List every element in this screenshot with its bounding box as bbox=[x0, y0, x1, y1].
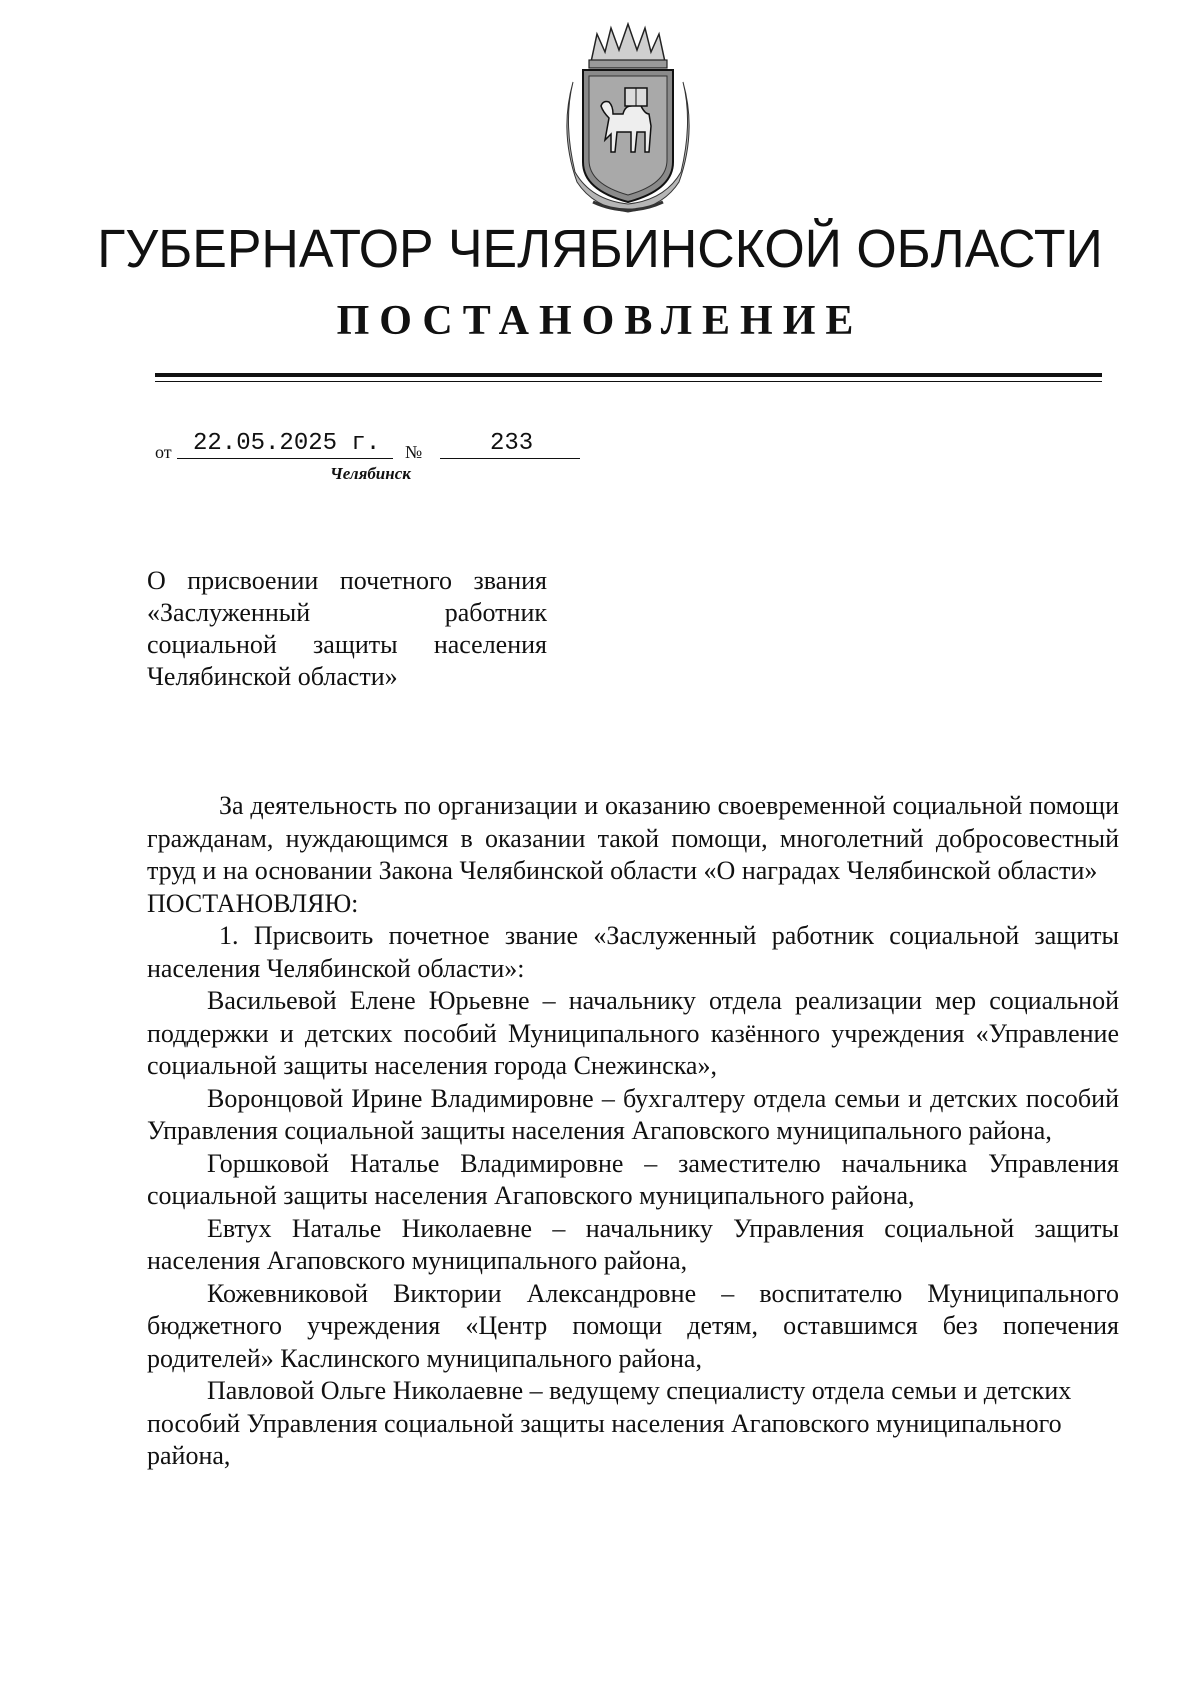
decree-word: ПОСТАНОВЛЯЮ: bbox=[147, 888, 359, 918]
awardee-paragraph: Воронцовой Ирине Владимировне – бухгалтеру отдела семьи и детских пособий Управления социальной защиты населения Агаповского муниципального района, bbox=[147, 1083, 1119, 1145]
from-label: от bbox=[155, 442, 172, 462]
awardee-paragraph: Кожевниковой Виктории Александровне – воспитателю Муниципального бюджетного учреждения «Центр помощи детям, оставшимся без попечения родителей» Каслинского муниципального района, bbox=[147, 1278, 1119, 1373]
item-1-paragraph: 1. Присвоить почетное звание «Заслуженный работник социальной защиты населения Челябинской области»: bbox=[147, 921, 1119, 983]
document-date: 22.05.2025 г. bbox=[177, 430, 393, 459]
authority-title: ГУБЕРНАТОР ЧЕЛЯБИНСКОЙ ОБЛАСТИ bbox=[97, 219, 1103, 279]
awardee-paragraph: Васильевой Елене Юрьевне – начальнику отдела реализации мер социальной поддержки и детских пособий Муниципального казённого учреждения «Управление социальной защиты населения города Снежинска», bbox=[147, 986, 1119, 1080]
awardee-paragraph: Евтух Наталье Николаевне – начальнику Управления социальной защиты населения Агаповского муниципального района, bbox=[147, 1213, 1119, 1275]
coat-of-arms-emblem bbox=[553, 22, 703, 217]
document-body bbox=[147, 790, 1119, 1473]
document-subject: О присвоении почетного звания «Заслуженный работник социальной защиты населения Челябинской области» bbox=[147, 566, 547, 691]
document-type: ПОСТАНОВЛЕНИЕ bbox=[336, 298, 864, 344]
number-label: № bbox=[405, 442, 423, 462]
document-number: 233 bbox=[440, 430, 580, 459]
awardee-paragraph: Павловой Ольге Николаевне – ведущему специалисту отдела семьи и детских пособий Управления социальной защиты населения Агаповского муниципального района, bbox=[147, 1376, 1072, 1470]
preamble-paragraph: За деятельность по организации и оказанию своевременной социальной помощи гражданам, нуждающимся в оказании такой помощи, многолетний добросовестный труд и на основании Закона Челябинской области «О наградах Челябинской области» bbox=[147, 791, 1119, 885]
city-name: Челябинск bbox=[330, 464, 411, 483]
header-rule-thin bbox=[155, 381, 1102, 382]
awardee-paragraph: Горшковой Наталье Владимировне – заместителю начальника Управления социальной защиты населения Агаповского муниципального района, bbox=[147, 1148, 1119, 1210]
header-rule-thick bbox=[155, 373, 1102, 377]
